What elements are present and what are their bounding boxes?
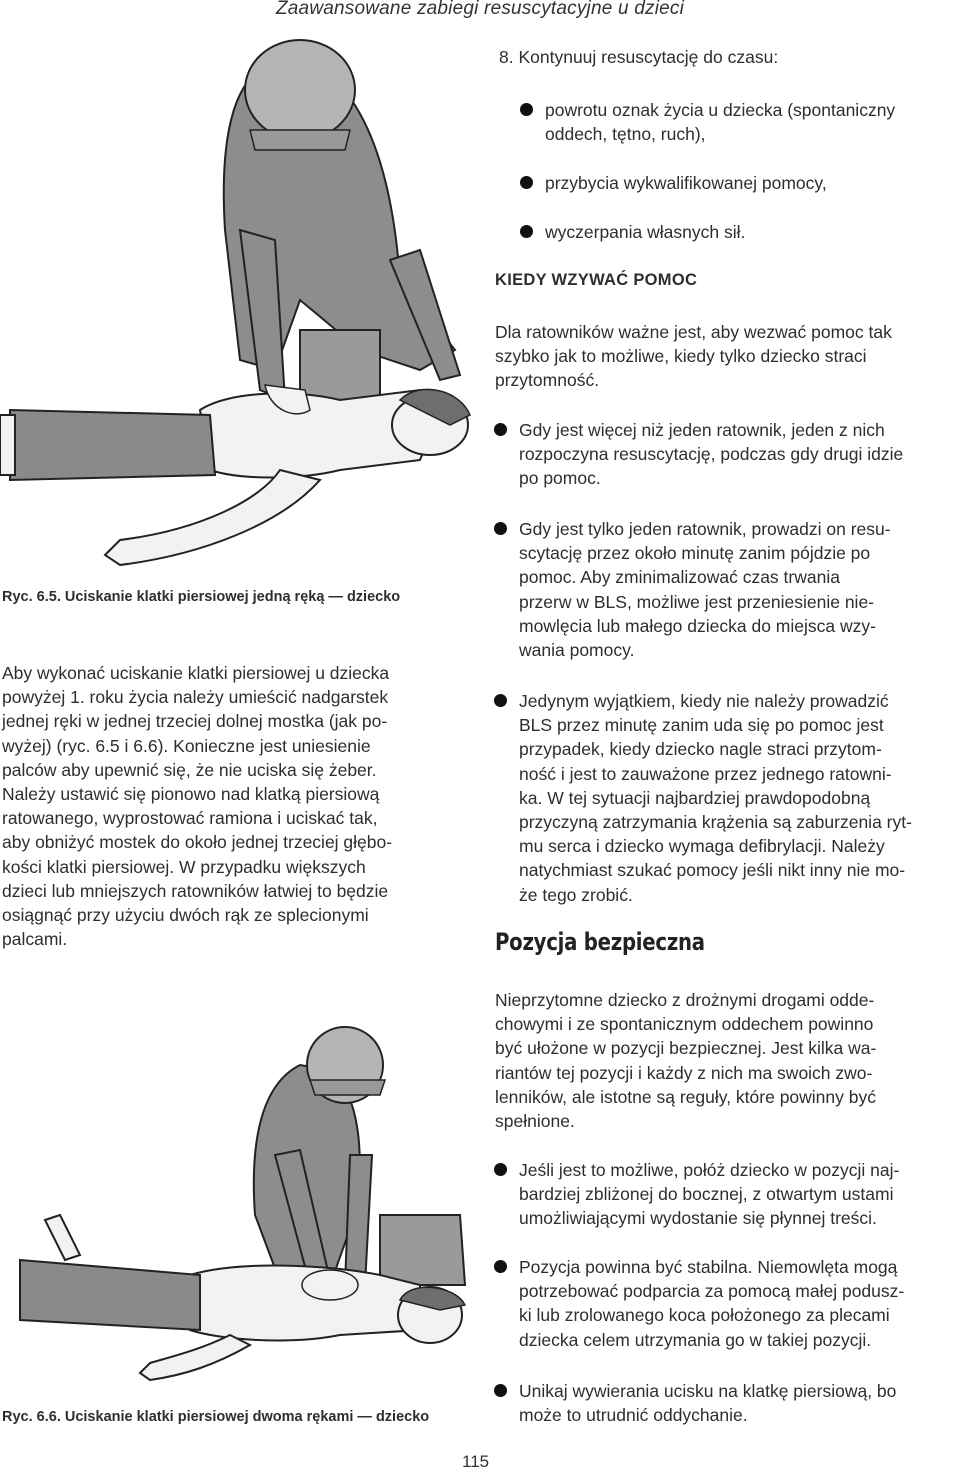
- text-line: dzieci lub mniejszych ratowników łatwiej to będzie: [2, 880, 389, 901]
- pozycja-paragraph: Nieprzytomne dziecko z drożnymi drogami odde- chowymi i ze spontanicznym oddechem powinno być ułożone w pozycji bezpiecznej. Jest kilka wa- riantów tej pozycji i każdy z nich ma swoich zwo- lenników, ale istotne są reguły, które powinny być spełnione.: [495, 990, 877, 1132]
- text-line: Należy ustawić się pionowo nad klatką piersiową: [2, 784, 380, 805]
- figure-6-5-illustration: [0, 30, 480, 610]
- bullet-icon: [494, 694, 507, 707]
- bullet-icon: [494, 423, 507, 436]
- page-number: 115: [462, 1452, 490, 1471]
- figure-6-6-illustration: [0, 985, 480, 1405]
- running-header: Zaawansowane zabiegi resuscytacyjne u dzieci: [275, 0, 684, 19]
- left-paragraph: [2, 661, 472, 951]
- section-title-pozycja: Pozycja bezpieczna: [495, 928, 705, 956]
- text-line: kości klatki piersiowej. W przypadku większych: [2, 856, 366, 877]
- bullet-icon: [520, 176, 533, 189]
- bullet-icon: [520, 225, 533, 238]
- bullet-icon: [494, 522, 507, 535]
- bullet-icon: [520, 103, 533, 116]
- figure-6-6-caption: Ryc. 6.6. Uciskanie klatki piersiowej dwoma rękami — dziecko: [2, 1409, 430, 1425]
- kiedy-paragraph: Dla ratowników ważne jest, aby wezwać pomoc tak szybko jak to możliwe, kiedy tylko dziecko straci przytomność.: [495, 322, 892, 391]
- text-line: wyżej) (ryc. 6.5 i 6.6). Konieczne jest uniesienie: [2, 735, 371, 756]
- figure-6-5-caption: Ryc. 6.5. Uciskanie klatki piersiowej jedną ręką — dziecko: [2, 589, 401, 605]
- step-8-intro: 8. Kontynuuj resuscytację do czasu:: [499, 47, 779, 67]
- bullet-icon: [494, 1163, 507, 1176]
- bullet-icon: [494, 1384, 507, 1397]
- section-heading-kiedy: KIEDY WZYWAĆ POMOC: [495, 271, 698, 289]
- text-line: jednej ręki w jednej trzeciej dolnej mostka (jak po-: [2, 711, 388, 732]
- text-line: osiągnąć przy użyciu dwóch rąk ze splecionymi: [2, 905, 369, 926]
- bullet-icon: [494, 1260, 507, 1273]
- text-line: Aby wykonać uciskanie klatki piersiowej u dziecka: [2, 663, 390, 683]
- text-line: powyżej 1. roku życia należy umieścić nadgarstek: [2, 687, 389, 708]
- text-line: palcami.: [2, 929, 68, 950]
- text-line: aby obniżyć mostek do około jednej trzeciej głębo-: [2, 832, 393, 853]
- text-line: ratowanego, wyprostować ramiona i uciskać tak,: [2, 808, 378, 829]
- text-line: palców aby upewnić się, że nie uciska się żeber.: [2, 759, 377, 780]
